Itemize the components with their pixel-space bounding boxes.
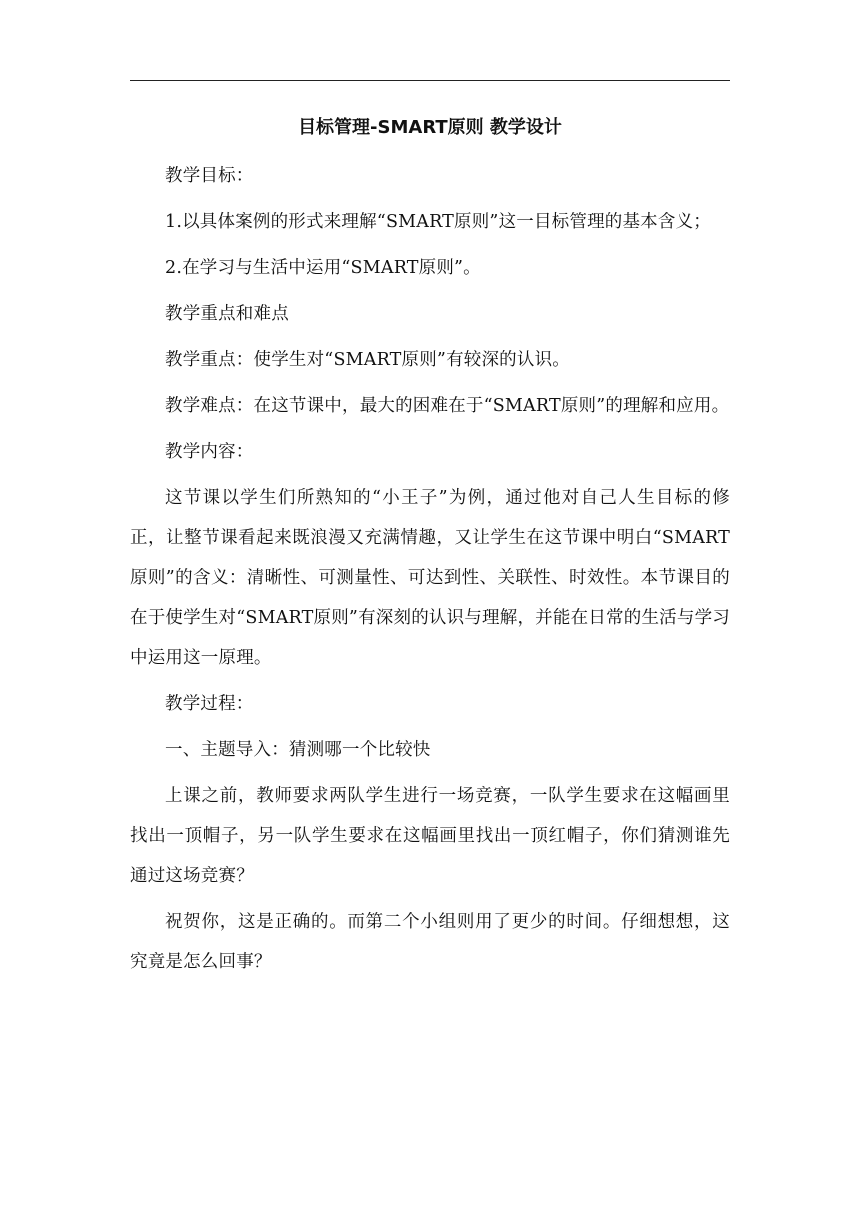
paragraph-key-points-heading: 教学重点和难点 [165, 304, 289, 324]
document-title: 目标管理-SMART原则 教学设计 [298, 117, 562, 138]
paragraph-section-1-heading: 一、主题导入：猜测哪一个比较快 [165, 740, 431, 760]
paragraph-teaching-goals-heading: 教学目标： [165, 166, 254, 186]
paragraph-congratulation: 祝贺你，这是正确的。而第二个小组则用了更少的时间。仔细想想，这究竟是怎么回事？ [130, 912, 730, 972]
header-rule [130, 80, 730, 81]
paragraph-content: 这节课以学生们所熟知的“小王子”为例，通过他对自己人生目标的修正，让整节课看起来既浪漫又充满情趣，又让学生在这节课中明白“SMART原则”的含义：清晰性、可测量性、可达到性、关联性、时效性。本节课目的在于使学生对“SMART原则”有深刻的认识与理解，并能在日常的生活与学习中运用这一原理。 [130, 488, 730, 668]
paragraph-difficulty: 教学难点：在这节课中，最大的困难在于“SMART原则”的理解和应用。 [165, 396, 730, 416]
document-body [130, 112, 730, 988]
paragraph-key-point: 教学重点：使学生对“SMART原则”有较深的认识。 [165, 350, 570, 370]
paragraph-goal-1: 1.以具体案例的形式来理解“SMART原则”这一目标管理的基本含义； [165, 212, 711, 232]
paragraph-process-heading: 教学过程： [165, 694, 254, 714]
paragraph-goal-2: 2.在学习与生活中运用“SMART原则”。 [165, 258, 481, 278]
paragraph-competition: 上课之前，教师要求两队学生进行一场竞赛，一队学生要求在这幅画里找出一顶帽子，另一队学生要求在这幅画里找出一顶红帽子，你们猜测谁先通过这场竞赛？ [130, 786, 730, 886]
paragraph-content-heading: 教学内容： [165, 442, 254, 462]
